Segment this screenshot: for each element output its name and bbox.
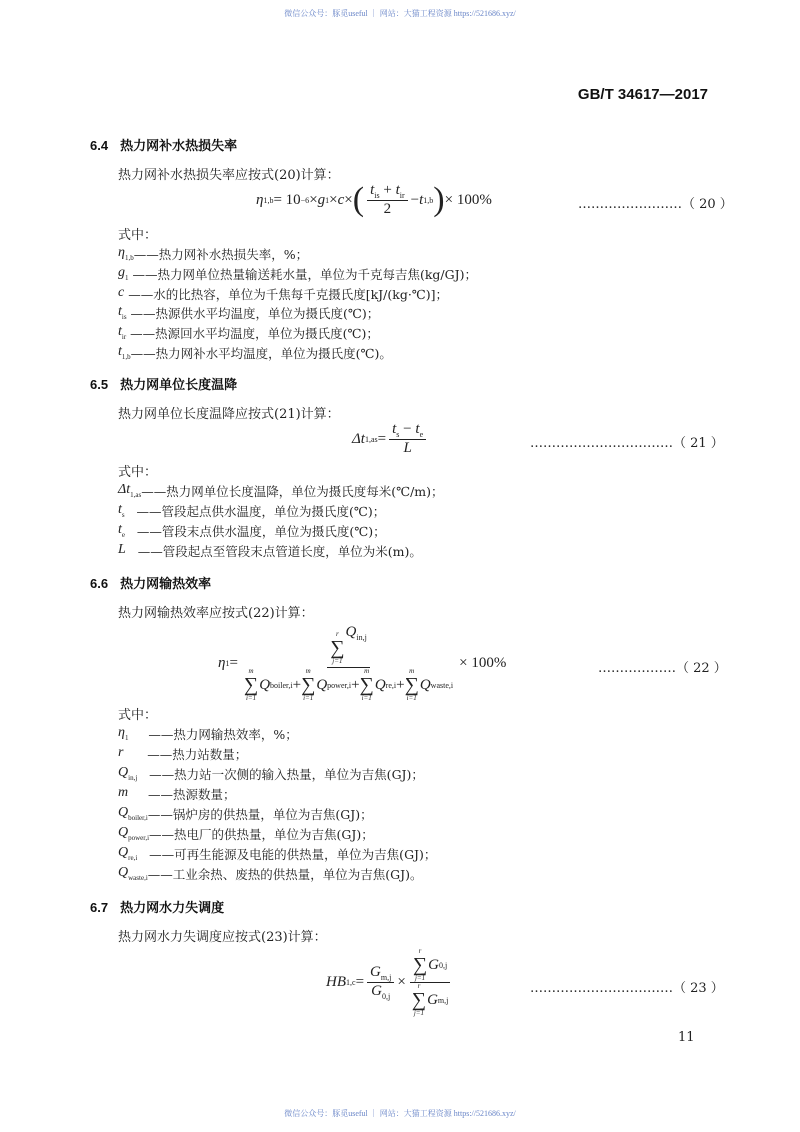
definition-text: ——工业余热、废热的供热量，单位为吉焦(GJ)。 (147, 867, 423, 882)
equation-number: ………………（ 22 ） (598, 661, 727, 676)
definition-text: ——热力网单位热量输送耗水量，单位为千克每吉焦(kg/GJ)； (128, 266, 478, 282)
definition-text: ——热源数量； (128, 787, 236, 802)
formula-symbol: Q (259, 676, 271, 693)
definition-symbol (118, 765, 137, 783)
sum-sign: r ∑ j=1 (412, 947, 428, 982)
symbol-subscript: e (121, 530, 125, 539)
formula-symbol: η (256, 191, 264, 208)
sum-upper: m (364, 667, 370, 675)
symbol-subscript: in,j (128, 773, 138, 782)
definition-text: ——管段起点至管段末点管道长度，单位为米(m)。 (125, 544, 422, 559)
formula-sub: 0,j (439, 960, 448, 970)
where-label: 式中： (118, 465, 158, 480)
formula-sub: 1,b (423, 195, 434, 205)
formula-text: = (229, 654, 238, 671)
sum-sign: m ∑ i=1 (301, 667, 316, 702)
sum-lower: j=1 (413, 1009, 425, 1017)
section-title: 热力网输热效率 (120, 577, 212, 592)
section-intro: 热力网水力失调度应按式(23)计算： (118, 930, 327, 945)
formula-symbol: Q (419, 676, 431, 693)
formula-sub: boiler,i (270, 680, 293, 690)
definition-text: ——锅炉房的供热量，单位为吉焦(GJ)； (147, 807, 373, 822)
formula-symbol: t (392, 421, 397, 437)
definition-symbol (118, 265, 129, 283)
formula-22 (218, 624, 506, 702)
definition-symbol (118, 304, 127, 322)
page-number: 11 (678, 1030, 695, 1045)
formula-symbol: Q (316, 676, 328, 693)
definition-symbol (118, 324, 126, 342)
definition-text: ——热力网单位长度温降，单位为摄氏度每米(℃/m)； (141, 484, 444, 499)
formula-sub: waste,i (430, 680, 454, 690)
definition-item (118, 265, 477, 283)
formula-sub: power,i (327, 680, 352, 690)
symbol-base: Δt (118, 482, 131, 497)
formula-symbol: G (428, 956, 440, 973)
symbol-subscript: 1,as (130, 490, 142, 499)
definition-text: ——热电厂的供热量，单位为吉焦(GJ)； (149, 827, 374, 842)
formula-symbol: Q (374, 676, 386, 693)
formula-symbol: t (415, 421, 420, 437)
sum-lower: j=1 (332, 657, 343, 665)
definition-item (118, 285, 448, 303)
formula-symbol: t (370, 182, 375, 198)
section-number: 6.6 (90, 576, 109, 591)
definition-symbol (118, 865, 148, 883)
formula-sub: 1,c (346, 978, 356, 987)
symbol-base: t (118, 304, 122, 320)
where-label: 式中： (118, 228, 158, 243)
definition-text: ——热力站数量； (123, 747, 248, 762)
formula-sub: 1 (225, 658, 230, 668)
definition-item (118, 304, 379, 322)
equation-number: ……………………………（ 21 ） (530, 436, 724, 451)
formula-denominator: 2 (383, 201, 392, 217)
formula-text: − (399, 421, 416, 437)
sum-sign: m ∑ i=1 (243, 667, 259, 702)
symbol-subscript: 1 (125, 273, 129, 282)
definition-symbol (118, 725, 128, 743)
symbol-base: t (118, 344, 122, 359)
formula-text: × 100% (444, 191, 492, 208)
paren-right: ) (433, 181, 445, 218)
symbol-base: Q (118, 805, 129, 820)
symbol-base: t (118, 324, 122, 340)
fraction (389, 421, 426, 457)
section-heading-6-7 (90, 897, 224, 916)
formula-sub: ir (399, 191, 405, 200)
formula-text: + (379, 182, 396, 198)
formula-sub: 1,as (364, 434, 378, 444)
formula-text: = 10 (273, 191, 301, 208)
definition-symbol (118, 482, 141, 500)
definition-symbol (118, 825, 149, 843)
formula-sub: e (419, 430, 424, 439)
sum-upper: r (418, 947, 422, 955)
definition-symbol (118, 785, 128, 803)
symbol-subscript: power,i (128, 833, 150, 842)
where-label: 式中： (118, 708, 158, 723)
sum-lower: j=1 (414, 974, 426, 982)
formula-text: + (351, 676, 360, 693)
definition-symbol (118, 344, 131, 362)
formula-text: × (397, 974, 406, 990)
sum-upper: r (417, 982, 421, 990)
sum-sign: m ∑ i=1 (359, 667, 374, 702)
definition-text: ——热源供水平均温度，单位为摄氏度(℃)； (126, 306, 380, 322)
formula-symbol: t (395, 182, 400, 198)
symbol-base: η (118, 245, 125, 260)
fraction (367, 182, 408, 218)
sum-upper: m (409, 667, 415, 675)
symbol-base: Q (118, 825, 129, 840)
formula-symbol: t (419, 191, 424, 208)
formula-21 (352, 421, 429, 457)
formula-symbol: η (218, 654, 226, 671)
definition-text: ——热力站一次侧的输入热量，单位为吉焦(GJ)； (137, 767, 424, 782)
definition-symbol (118, 542, 126, 560)
symbol-subscript: 1,b (121, 352, 131, 361)
section-intro: 热力网单位长度温降应按式(21)计算： (118, 407, 340, 422)
sum-upper: m (248, 667, 254, 675)
definition-text: ——热力网输热效率，%； (128, 727, 298, 742)
definition-item (118, 865, 423, 883)
formula-text: = (377, 430, 387, 447)
formula-text: × (329, 191, 338, 208)
definition-symbol (118, 805, 148, 823)
symbol-subscript: is (121, 313, 127, 322)
definition-item (118, 825, 374, 843)
denominator (241, 668, 456, 702)
section-number: 6.7 (90, 900, 109, 915)
definition-text: ——管段起点供水温度，单位为摄氏度(℃)； (124, 504, 386, 519)
symbol-base: t (118, 522, 122, 537)
section-title: 热力网补水热损失率 (120, 139, 238, 154)
definition-text: ——管段末点供水温度，单位为摄氏度(℃)； (125, 524, 386, 539)
formula-symbol: G (427, 991, 438, 1008)
formula-sub: 1,b (263, 195, 274, 205)
symbol-base: Q (118, 845, 129, 860)
definition-symbol (118, 845, 137, 863)
symbol-base: m (118, 785, 129, 800)
symbol-subscript: ir (121, 332, 127, 341)
formula-sub: m,j (380, 973, 392, 982)
sum-lower: i=1 (245, 694, 257, 702)
section-heading-6-4 (90, 135, 237, 154)
formula-text: × (309, 191, 318, 208)
sum-sign: m ∑ i=1 (404, 667, 419, 702)
definition-item (118, 725, 298, 743)
symbol-subscript: s (121, 510, 125, 519)
section-number: 6.4 (90, 138, 109, 153)
definition-symbol (118, 522, 125, 540)
section-title: 热力网单位长度温降 (120, 378, 238, 393)
fraction (241, 624, 456, 702)
definition-item (118, 845, 436, 863)
definition-item (118, 745, 247, 763)
definition-item (118, 502, 385, 520)
section-intro: 热力网补水热损失率应按式(20)计算： (118, 168, 340, 183)
watermark-bottom: 微信公众号：豚觅useful ｜ 网站：大猫工程资源 https://521686.xyz/ (284, 1109, 516, 1118)
formula-sub: m,j (437, 995, 449, 1005)
sum-lower: i=1 (406, 694, 417, 702)
section-title: 热力网水力失调度 (120, 901, 225, 916)
formula-sub: 0,j (381, 992, 391, 1001)
symbol-subscript: 1,b (124, 253, 134, 262)
section-intro: 热力网输热效率应按式(22)计算： (118, 606, 314, 621)
standard-number: GB/T 34617—2017 (577, 86, 708, 103)
symbol-base: t (118, 502, 122, 517)
formula-20 (256, 182, 492, 218)
formula-symbol: G (371, 983, 382, 999)
section-heading-6-5 (90, 374, 237, 393)
formula-text: + (396, 676, 405, 693)
symbol-base: L (118, 542, 126, 557)
paren-left: ( (352, 181, 365, 218)
formula-sub: re,i (385, 680, 397, 690)
definition-text: ——水的比热容，单位为千焦每千克摄氏度[kJ/(kg·℃)]； (124, 286, 449, 302)
formula-text: − (410, 191, 420, 208)
symbol-base: η (118, 725, 125, 740)
sum-sign: r ∑ j=1 (411, 982, 427, 1017)
definition-symbol (118, 502, 125, 520)
symbol-subscript: boiler,i (128, 813, 148, 822)
formula-symbol: G (370, 964, 381, 980)
sum-lower: i=1 (361, 694, 372, 702)
definition-text: ——热力网补水热损失率，%； (133, 247, 309, 262)
sum-lower: i=1 (303, 694, 314, 702)
formula-text: = (355, 974, 365, 990)
definition-item (118, 765, 424, 783)
watermark-top: 微信公众号：豚觅useful ｜ 网站：大猫工程资源 https://521686.xyz/ (284, 9, 516, 18)
formula-symbol: g (317, 191, 326, 208)
definition-item (118, 542, 422, 560)
formula-text: × 100% (459, 654, 507, 671)
section-heading-6-6 (90, 573, 211, 592)
sum-upper: r (336, 630, 339, 638)
definition-item (118, 522, 386, 540)
definition-item (118, 245, 308, 263)
definition-item (118, 344, 392, 362)
formula-23 (326, 948, 454, 1017)
symbol-subscript: 1 (124, 733, 129, 742)
formula-sup: −6 (300, 195, 310, 205)
symbol-base: Q (118, 865, 129, 880)
formula-symbol: Δt (352, 430, 365, 447)
symbol-subscript: re,i (128, 853, 138, 862)
formula-text: + (292, 676, 302, 693)
formula-sub: is (374, 191, 380, 200)
symbol-base: Q (118, 765, 129, 780)
symbol-subscript: waste,i (128, 873, 148, 882)
numerator (327, 624, 370, 668)
formula-sub: in,j (356, 633, 367, 642)
formula-sub: s (396, 430, 400, 439)
sum-sign: r ∑ j=1 (330, 630, 345, 665)
symbol-base: g (118, 264, 125, 280)
definition-symbol (118, 245, 134, 263)
fraction (367, 964, 394, 1001)
equation-number: ……………………（ 20 ） (578, 197, 733, 212)
symbol-base: r (118, 745, 124, 760)
symbol-base: c (118, 284, 125, 300)
formula-text: × (344, 191, 353, 208)
formula-symbol: HB (326, 974, 346, 990)
formula-symbol: Q (345, 624, 357, 640)
definition-text: ——热源回水平均温度，单位为摄氏度(℃)； (126, 326, 379, 342)
definition-item (118, 785, 236, 803)
definition-item (118, 805, 373, 823)
formula-symbol: c (337, 191, 345, 208)
section-number: 6.5 (90, 377, 109, 392)
formula-denominator: L (403, 440, 412, 456)
equation-number: ……………………………（ 23 ） (530, 981, 724, 996)
definition-item (118, 482, 444, 500)
fraction (409, 948, 452, 1017)
formula-sub: 1 (325, 195, 330, 205)
sum-upper: m (305, 667, 311, 675)
definition-text: ——热力网补水平均温度，单位为摄氏度(℃)。 (130, 346, 392, 361)
definition-text: ——可再生能源及电能的供热量，单位为吉焦(GJ)； (137, 847, 437, 862)
definition-item (118, 324, 379, 342)
